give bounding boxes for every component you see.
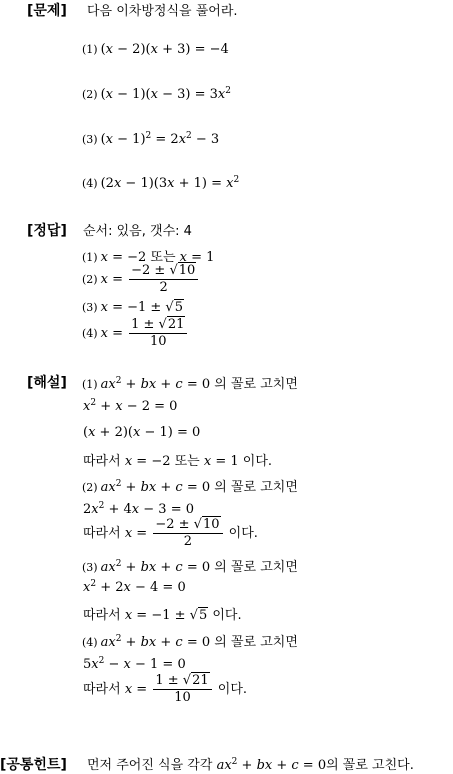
problem-item-4: (4) $(2x - 1)(3x + 1) = x^2$ (82, 175, 240, 191)
problem-label: [문제] (27, 3, 67, 19)
answer-item-4: (4) x = $\frac{1 \pm √21}{10}$ (82, 318, 189, 349)
explanation-3-form: (3) $ax^2$ + bx + c = 0 의 꼴로 고치면 (82, 559, 298, 575)
problem-instruction: 다음 이차방정식을 풀어라. (87, 4, 238, 19)
problem-item-1: (1) (x − 2)(x + 3) = −4 (82, 42, 229, 57)
explanation-4-step1: $5x^2 - x - 1 = 0$ (83, 656, 186, 672)
problem-item-2: (2) $(x - 1)(x - 3) = 3x^2$ (82, 86, 231, 102)
answer-item-2: (2) x = $\frac{-2 \pm √10}{2}$ (82, 264, 200, 295)
explanation-label: [해설] (27, 375, 67, 391)
explanation-2-step1: $2x^2 + 4x - 3 = 0$ (83, 501, 194, 517)
answer-item-1: (1) x = −2 또는 x = 1 (82, 250, 215, 265)
explanation-4-result: 따라서 x = $\frac{1 \pm √21}{10}$ 이다. (83, 673, 248, 705)
explanation-3-step1: $x^2 + 2x - 4 = 0$ (83, 579, 186, 595)
explanation-1-form: (1) $ax^2$ + bx + c = 0 의 꼴로 고치면 (82, 376, 298, 392)
explanation-2-form: (2) $ax^2$ + bx + c = 0 의 꼴로 고치면 (82, 479, 298, 495)
answer-label: [정답] (27, 223, 67, 239)
problem-item-3: (3) $(x - 1)^2 = 2x^2 - 3$ (82, 131, 220, 147)
explanation-4-form: (4) $ax^2$ + bx + c = 0 의 꼴로 고치면 (82, 634, 298, 650)
hint-label: [공통힌트] (0, 757, 67, 773)
explanation-1-step1: $x^2 + x - 2 = 0$ (83, 398, 178, 414)
answer-item-3: (3) x = −1 ± √5 (82, 300, 183, 315)
explanation-1-result: 따라서 x = −2 또는 x = 1 이다. (83, 454, 273, 469)
explanation-1-step2: (x + 2)(x − 1) = 0 (83, 425, 201, 440)
explanation-3-result: 따라서 x = −1 ± √5 이다. (83, 608, 242, 623)
answer-header: 순서: 있음, 갯수: 4 (83, 224, 192, 239)
explanation-2-result: 따라서 x = $\frac{-2 \pm √10}{2}$ 이다. (83, 517, 258, 549)
hint-text: 먼저 주어진 식을 각각 $ax^2$ + bx + c = 0의 꼴로 고친다. (87, 757, 414, 773)
